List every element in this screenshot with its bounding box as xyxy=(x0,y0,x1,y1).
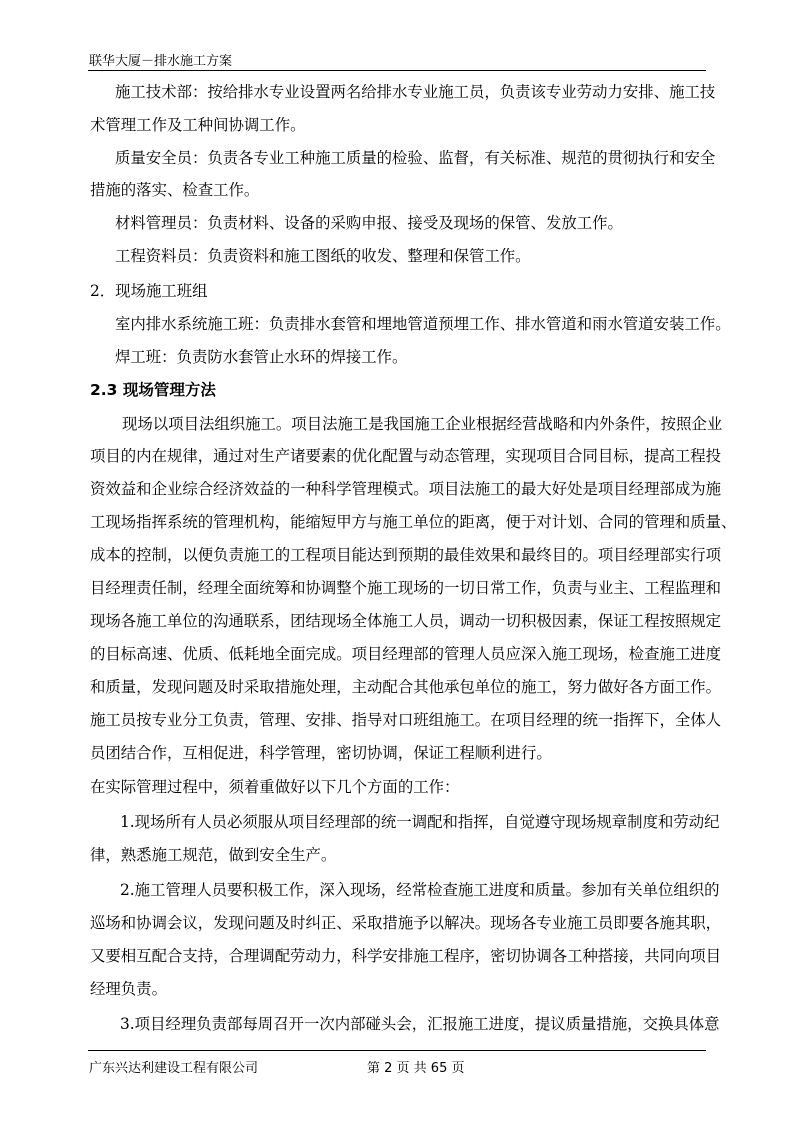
body-line: 质量安全员：负责各专业工种施工质量的检验、监督，有关标准、规范的贯彻执行和安全 xyxy=(115,149,716,167)
body-line: 的目标高速、优质、低耗地全面完成。项目经理部的管理人员应深入施工现场，检查施工进度 xyxy=(90,645,722,663)
body-line: 又要相互配合支持，合理调配劳动力，科学安排施工程序，密切协调各工种搭接，共同向项目 xyxy=(90,947,722,965)
body-line: 员团结合作，互相促进，科学管理，密切协调，保证工程顺利进行。 xyxy=(90,744,552,762)
body-line: 施工员按专业分工负责，管理、安排、指导对口班组施工。在项目经理的统一指挥下，全体人 xyxy=(90,711,722,729)
body-line: 术管理工作及工种间协调工作。 xyxy=(90,116,306,134)
footer-rule xyxy=(88,1050,706,1051)
body-line: 工现场指挥系统的管理机构，能缩短甲方与施工单位的距离，便于对计划、合同的管理和质量、 xyxy=(90,513,737,531)
body-line: 现场各施工单位的沟通联系，团结现场全体施工人员，调动一切积极因素，保证工程按照规定 xyxy=(90,612,722,630)
body-line: 2.施工管理人员要积极工作，深入现场，经常检查施工进度和质量。参加有关单位组织的 xyxy=(120,881,720,899)
body-line: 焊工班：负责防水套管止水环的焊接工作。 xyxy=(115,348,408,366)
body-line: 经理负责。 xyxy=(90,980,167,998)
body-line: 成本的控制，以便负责施工的工程项目能达到预期的最佳效果和最终目的。项目经理部实行项 xyxy=(90,546,722,564)
footer-page-number: 第 2 页 共 65 页 xyxy=(367,1061,465,1076)
body-line: 项目的内在规律，通过对生产诸要素的优化配置与动态管理，实现项目合同目标，提高工程投 xyxy=(90,447,722,465)
body-line: 3.项目经理负责部每周召开一次内部碰头会，汇报施工进度，提议质量措施，交换具体意 xyxy=(120,1015,720,1033)
body-line: 措施的落实、检查工作。 xyxy=(90,181,260,199)
body-line: 巡场和协调会议，发现问题及时纠正、采取措施予以解决。现场各专业施工员即要各施其职， xyxy=(90,914,722,932)
body-line: 现场以项目法组织施工。项目法施工是我国施工企业根据经营战略和内外条件，按照企业 xyxy=(122,415,723,433)
running-header: 联华大厦－排水施工方案 xyxy=(89,54,233,69)
body-line: 材料管理员：负责材料、设备的采购申报、接受及现场的保管、发放工作。 xyxy=(115,214,623,232)
body-line: 1.现场所有人员必须服从项目经理部的统一调配和指挥，自觉遵守现场规章制度和劳动纪 xyxy=(120,813,720,831)
body-line: 在实际管理过程中，须着重做好以下几个方面的工作： xyxy=(90,778,460,796)
body-line: 律，熟悉施工规范，做到安全生产。 xyxy=(90,846,337,864)
body-line: 工程资料员：负责资料和施工图纸的收发、整理和保管工作。 xyxy=(115,247,531,265)
body-line: 资效益和企业综合经济效益的一种科学管理模式。项目法施工的最大好处是项目经理部成为施 xyxy=(90,480,722,498)
body-line: 室内排水系统施工班：负责排水套管和埋地管道预埋工作、排水管道和雨水管道安装工作。 xyxy=(115,315,731,333)
header-rule xyxy=(88,70,706,71)
section-heading: 2.3 现场管理方法 xyxy=(90,381,216,399)
body-line: 目经理责任制，经理全面统筹和协调整个施工现场的一切日常工作，负责与业主、工程监理和 xyxy=(90,579,722,597)
body-line: 和质量，发现问题及时采取措施处理，主动配合其他承包单位的施工，努力做好各方面工作。 xyxy=(90,678,722,696)
footer-company: 广东兴达利建设工程有限公司 xyxy=(89,1061,259,1076)
body-line: 施工技术部：按给排水专业设置两名给排水专业施工员，负责该专业劳动力安排、施工技 xyxy=(115,83,716,101)
section-title: 2．现场施工班组 xyxy=(90,282,208,300)
